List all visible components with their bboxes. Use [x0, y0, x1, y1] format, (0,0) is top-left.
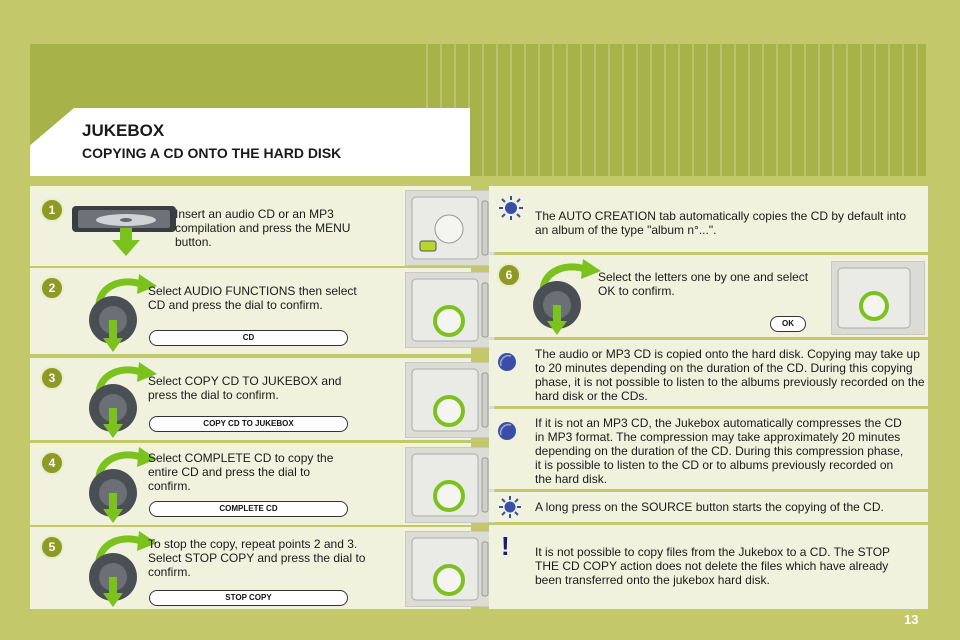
menu-option-ok: OK [770, 316, 806, 332]
step-2-panel [30, 268, 471, 354]
page-title: JUKEBOX [82, 121, 165, 140]
step-text: Insert an audio CD or an MP3 compilation and press the MENU button. [175, 207, 351, 249]
step-text: To stop the copy, repeat points 2 and 3. Select STOP COPY and press the dial to confirm. [148, 537, 366, 579]
dial-press-icon [529, 257, 609, 337]
step-number-badge: 3 [40, 366, 64, 390]
tip-panel-source [489, 492, 928, 522]
step-number-badge: 5 [40, 535, 64, 559]
menu-option-complete-cd: COMPLETE CD [149, 501, 348, 517]
step-3-panel [30, 358, 471, 440]
step-text: Select the letters one by one and select OK to confirm. [598, 270, 809, 298]
step-4-panel [30, 443, 471, 525]
step-6-panel [489, 255, 928, 337]
step-number-badge: 4 [40, 451, 64, 475]
tip-text: The AUTO CREATION tab automatically copies the CD by default into an album of the type "album n°...". [535, 209, 907, 237]
radio-panel-icon [405, 190, 495, 266]
tip-text: A long press on the SOURCE button starts the copying of the CD. [535, 500, 884, 514]
step-number-badge: 2 [40, 276, 64, 300]
step-1-panel [30, 186, 471, 266]
radio-panel-icon [405, 362, 495, 438]
header-stripes [426, 44, 926, 176]
lightbulb-icon [499, 196, 523, 220]
menu-option-stop-copy: STOP COPY [149, 590, 348, 606]
radio-panel-icon [405, 272, 495, 348]
radio-panel-icon [405, 531, 495, 607]
title-box [30, 108, 470, 176]
radio-panel-icon [831, 261, 925, 335]
menu-option-cd: CD [149, 330, 348, 346]
menu-option-copy-cd-to-jukebox: COPY CD TO JUKEBOX [149, 416, 348, 432]
step-text: Select COPY CD TO JUKEBOX and press the dial to confirm. [148, 374, 342, 402]
page-number: 13 [904, 612, 919, 627]
cd-player-icon [70, 196, 180, 258]
info-text: If it is not an MP3 CD, the Jukebox automatically compresses the CD in MP3 format. The compression may take approximately 20 minutes depending on the duration of the CD. During this compression phase, it is possible to listen to the CD or to albums previously recorded on the hard disk. [535, 416, 904, 486]
step-number-badge: 1 [40, 198, 64, 222]
step-number-badge: 6 [497, 263, 521, 287]
tip-panel-auto-creation [489, 186, 928, 252]
info-text: The audio or MP3 CD is copied onto the hard disk. Copying may take up to 20 minutes depending on the duration of the CD. During this copying phase, it is not possible to listen to the albums previously recorded on the hard disk or the CDs. [535, 347, 925, 403]
radio-panel-icon [405, 447, 495, 523]
info-panel-copy [489, 340, 928, 406]
step-text: Select AUDIO FUNCTIONS then select CD and press the dial to confirm. [148, 284, 357, 312]
info-icon [497, 352, 517, 372]
warning-panel [489, 525, 928, 609]
step-5-panel [30, 527, 471, 609]
step-text: Select COMPLETE CD to copy the entire CD and press the dial to confirm. [148, 451, 334, 493]
warning-text: It is not possible to copy files from the Jukebox to a CD. The STOP THE CD COPY action does not delete the files which have already been transferred onto the jukebox hard disk. [535, 545, 890, 587]
exclamation-icon: ! [501, 531, 510, 561]
page-subtitle: COPYING A CD ONTO THE HARD DISK [82, 145, 342, 161]
lightbulb-icon [499, 496, 521, 518]
info-panel-compression [489, 409, 928, 489]
info-icon [497, 421, 517, 441]
